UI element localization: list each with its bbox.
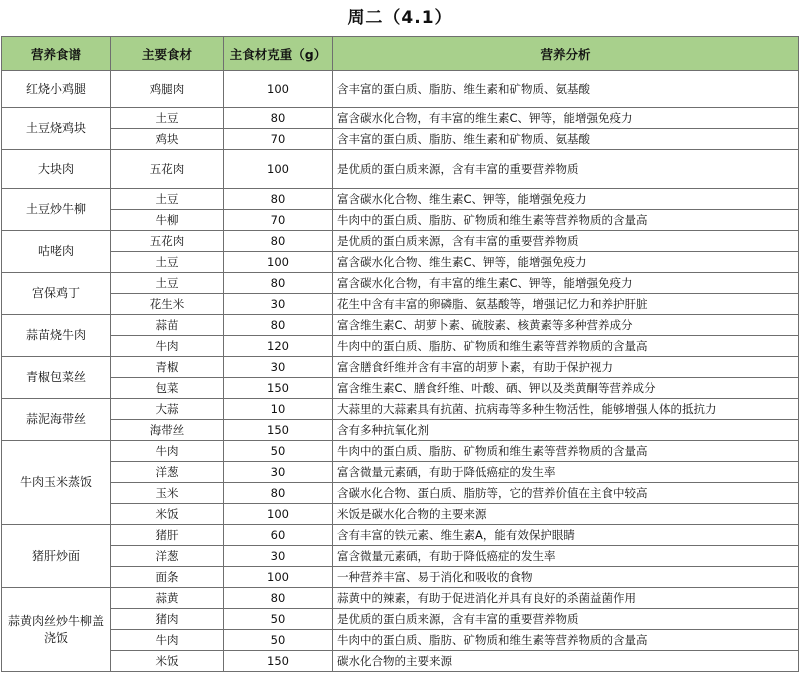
weight-cell: 80 [224, 189, 333, 210]
table-row [2, 420, 799, 441]
ingredient-cell: 米饭 [111, 651, 224, 672]
weight-cell: 80 [224, 273, 333, 294]
analysis-cell: 是优质的蛋白质来源，含有丰富的重要营养物质 [333, 609, 799, 630]
ingredient-cell: 牛肉 [111, 630, 224, 651]
ingredient-cell: 洋葱 [111, 462, 224, 483]
table-row [2, 357, 799, 378]
table-row [2, 651, 799, 672]
analysis-cell: 牛肉中的蛋白质、脂肪、矿物质和维生素等营养物质的含量高 [333, 336, 799, 357]
analysis-cell: 含丰富的蛋白质、脂肪、维生素和矿物质、氨基酸 [333, 129, 799, 150]
table-row [2, 441, 799, 462]
table-row [2, 129, 799, 150]
weight-cell: 30 [224, 546, 333, 567]
table-row [2, 336, 799, 357]
analysis-cell: 含碳水化合物、蛋白质、脂肪等，它的营养价值在主食中较高 [333, 483, 799, 504]
table-row [2, 231, 799, 252]
recipe-name: 土豆烧鸡块 [2, 108, 111, 150]
table-row [2, 630, 799, 651]
recipe-name: 牛肉玉米蒸饭 [2, 441, 111, 525]
weight-cell: 70 [224, 129, 333, 150]
table-row [2, 150, 799, 189]
analysis-cell: 富含微量元素硒，有助于降低癌症的发生率 [333, 546, 799, 567]
weight-cell: 150 [224, 420, 333, 441]
recipe-name: 咕咾肉 [2, 231, 111, 273]
table-row [2, 378, 799, 399]
ingredient-cell: 蒜黄 [111, 588, 224, 609]
table-row [2, 71, 799, 108]
analysis-cell: 含有多种抗氧化剂 [333, 420, 799, 441]
ingredient-cell: 海带丝 [111, 420, 224, 441]
analysis-cell: 富含碳水化合物，有丰富的维生素C、钾等，能增强免疫力 [333, 273, 799, 294]
weight-cell: 80 [224, 108, 333, 129]
ingredient-cell: 牛肉 [111, 336, 224, 357]
weight-cell: 120 [224, 336, 333, 357]
ingredient-cell: 猪肉 [111, 609, 224, 630]
table-row [2, 108, 799, 129]
analysis-cell: 含丰富的蛋白质、脂肪、维生素和矿物质、氨基酸 [333, 71, 799, 108]
analysis-cell: 碳水化合物的主要来源 [333, 651, 799, 672]
weight-cell: 80 [224, 588, 333, 609]
weight-cell: 30 [224, 294, 333, 315]
weight-cell: 100 [224, 567, 333, 588]
ingredient-cell: 面条 [111, 567, 224, 588]
table-row [2, 189, 799, 210]
ingredient-cell: 土豆 [111, 273, 224, 294]
header-recipe: 营养食谱 [2, 37, 111, 71]
ingredient-cell: 花生米 [111, 294, 224, 315]
weight-cell: 100 [224, 71, 333, 108]
weight-cell: 100 [224, 504, 333, 525]
analysis-cell: 一种营养丰富、易于消化和吸收的食物 [333, 567, 799, 588]
table-row [2, 399, 799, 420]
analysis-cell: 牛肉中的蛋白质、脂肪、矿物质和维生素等营养物质的含量高 [333, 630, 799, 651]
weight-cell: 100 [224, 252, 333, 273]
analysis-cell: 是优质的蛋白质来源，含有丰富的重要营养物质 [333, 150, 799, 189]
recipe-name: 大块肉 [2, 150, 111, 189]
ingredient-cell: 青椒 [111, 357, 224, 378]
recipe-name: 青椒包菜丝 [2, 357, 111, 399]
weight-cell: 10 [224, 399, 333, 420]
analysis-cell: 富含维生素C、膳食纤维、叶酸、硒、钾以及类黄酮等营养成分 [333, 378, 799, 399]
ingredient-cell: 猪肝 [111, 525, 224, 546]
analysis-cell: 牛肉中的蛋白质、脂肪、矿物质和维生素等营养物质的含量高 [333, 210, 799, 231]
analysis-cell: 牛肉中的蛋白质、脂肪、矿物质和维生素等营养物质的含量高 [333, 441, 799, 462]
weight-cell: 70 [224, 210, 333, 231]
weight-cell: 50 [224, 441, 333, 462]
table-row [2, 609, 799, 630]
ingredient-cell: 土豆 [111, 252, 224, 273]
analysis-cell: 大蒜里的大蒜素具有抗菌、抗病毒等多种生物活性，能够增强人体的抵抗力 [333, 399, 799, 420]
table-row [2, 483, 799, 504]
nutrition-table [1, 36, 799, 672]
analysis-cell: 富含碳水化合物、维生素C、钾等，能增强免疫力 [333, 189, 799, 210]
recipe-name: 蒜泥海带丝 [2, 399, 111, 441]
ingredient-cell: 鸡块 [111, 129, 224, 150]
table-row [2, 588, 799, 609]
table-row [2, 567, 799, 588]
table-row [2, 210, 799, 231]
ingredient-cell: 五花肉 [111, 150, 224, 189]
ingredient-cell: 包菜 [111, 378, 224, 399]
table-row [2, 462, 799, 483]
weight-cell: 150 [224, 651, 333, 672]
ingredient-cell: 土豆 [111, 189, 224, 210]
recipe-name: 土豆炒牛柳 [2, 189, 111, 231]
analysis-cell: 米饭是碳水化合物的主要来源 [333, 504, 799, 525]
weight-cell: 80 [224, 315, 333, 336]
header-ingredient: 主要食材 [111, 37, 224, 71]
analysis-cell: 富含维生素C、胡萝卜素、硫胺素、核黄素等多种营养成分 [333, 315, 799, 336]
analysis-cell: 富含碳水化合物，有丰富的维生素C、钾等，能增强免疫力 [333, 108, 799, 129]
ingredient-cell: 五花肉 [111, 231, 224, 252]
ingredient-cell: 洋葱 [111, 546, 224, 567]
table-row [2, 252, 799, 273]
weight-cell: 60 [224, 525, 333, 546]
weight-cell: 30 [224, 357, 333, 378]
recipe-name: 蒜苗烧牛肉 [2, 315, 111, 357]
analysis-cell: 富含微量元素硒，有助于降低癌症的发生率 [333, 462, 799, 483]
table-row [2, 294, 799, 315]
recipe-name: 红烧小鸡腿 [2, 71, 111, 108]
ingredient-cell: 土豆 [111, 108, 224, 129]
weight-cell: 50 [224, 630, 333, 651]
weight-cell: 50 [224, 609, 333, 630]
table-row [2, 546, 799, 567]
analysis-cell: 蒜黄中的辣素，有助于促进消化并具有良好的杀菌益菌作用 [333, 588, 799, 609]
header-row [2, 37, 799, 71]
ingredient-cell: 鸡腿肉 [111, 71, 224, 108]
analysis-cell: 富含膳食纤维并含有丰富的胡萝卜素，有助于保护视力 [333, 357, 799, 378]
table-row [2, 504, 799, 525]
ingredient-cell: 牛柳 [111, 210, 224, 231]
ingredient-cell: 大蒜 [111, 399, 224, 420]
weight-cell: 150 [224, 378, 333, 399]
weight-cell: 30 [224, 462, 333, 483]
recipe-name: 宫保鸡丁 [2, 273, 111, 315]
ingredient-cell: 米饭 [111, 504, 224, 525]
table-row [2, 525, 799, 546]
page-title: 周二（4.1） [347, 8, 453, 28]
ingredient-cell: 牛肉 [111, 441, 224, 462]
recipe-name: 蒜黄肉丝炒牛柳盖浇饭 [2, 588, 111, 672]
weight-cell: 100 [224, 150, 333, 189]
table-row [2, 315, 799, 336]
header-weight: 主食材克重（g） [224, 37, 333, 71]
table-body [2, 71, 799, 672]
analysis-cell: 是优质的蛋白质来源，含有丰富的重要营养物质 [333, 231, 799, 252]
analysis-cell: 含有丰富的铁元素、维生素A，能有效保护眼睛 [333, 525, 799, 546]
analysis-cell: 花生中含有丰富的卵磷脂、氨基酸等，增强记忆力和养护肝脏 [333, 294, 799, 315]
ingredient-cell: 玉米 [111, 483, 224, 504]
header-analysis: 营养分析 [333, 37, 799, 71]
recipe-name: 猪肝炒面 [2, 525, 111, 588]
ingredient-cell: 蒜苗 [111, 315, 224, 336]
table-row [2, 273, 799, 294]
analysis-cell: 富含碳水化合物、维生素C、钾等，能增强免疫力 [333, 252, 799, 273]
weight-cell: 80 [224, 231, 333, 252]
weight-cell: 80 [224, 483, 333, 504]
